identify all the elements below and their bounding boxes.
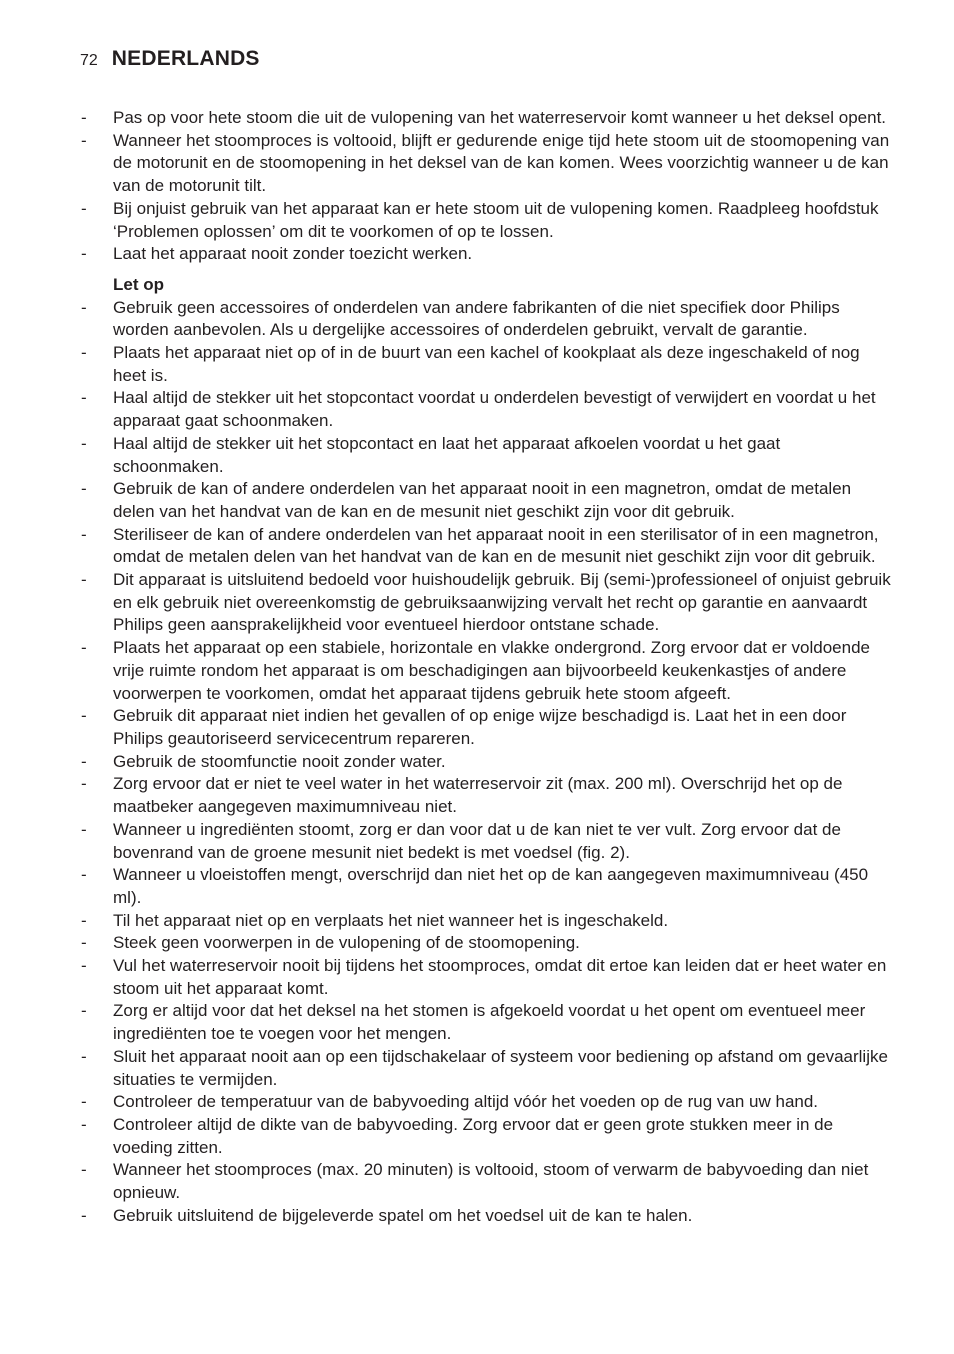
list-item xyxy=(80,637,892,705)
list-item xyxy=(80,932,892,955)
list-item-text: Wanneer u vloeistoffen mengt, overschrijd dan niet het op de kan aangegeven maximumniveau (450 ml). xyxy=(113,865,869,907)
list-dash: - xyxy=(81,343,87,363)
caution-list xyxy=(80,297,892,1228)
list-dash: - xyxy=(81,1205,87,1225)
list-dash: - xyxy=(81,297,87,317)
list-item-text: Controleer de temperatuur van de babyvoeding altijd vóór het voeden op de rug van uw hand. xyxy=(113,1092,819,1112)
list-dash: - xyxy=(81,751,87,771)
list-dash: - xyxy=(81,638,87,658)
list-item xyxy=(80,1114,892,1159)
list-item-text: Steriliseer de kan of andere onderdelen van het apparaat nooit in een sterilisator of in een magnetron, omdat de metalen delen van het handvat van de kan en de mesunit niet geschikt zijn voor dit gebruik. xyxy=(113,524,879,567)
list-item-text: Vul het waterreservoir nooit bij tijdens het stoomproces, omdat dit ertoe kan leiden dat er heet water en stoom uit het apparaat komt. xyxy=(113,956,887,998)
list-item-text: Zorg er altijd voor dat het deksel na het stomen is afgekoeld voordat u het opent om eventueel meer ingrediënten toe te voegen voor het mengen. xyxy=(113,1001,866,1044)
list-item xyxy=(80,1046,892,1091)
list-dash: - xyxy=(81,706,87,726)
list-dash: - xyxy=(81,198,87,218)
list-dash: - xyxy=(81,956,87,976)
list-item xyxy=(80,1091,892,1114)
list-item-text: Steek geen voorwerpen in de vulopening of de stoomopening. xyxy=(113,933,580,953)
list-item xyxy=(80,130,892,198)
list-item-text: Zorg ervoor dat er niet te veel water in het waterreservoir zit (max. 200 ml). Overschrijd het op de maatbeker aangegeven maximumniveau niet. xyxy=(113,774,843,817)
list-dash: - xyxy=(81,774,87,794)
list-dash: - xyxy=(81,910,87,930)
list-item xyxy=(80,107,892,130)
warnings-list xyxy=(80,107,892,266)
list-item xyxy=(80,569,892,637)
list-item xyxy=(80,751,892,774)
list-dash: - xyxy=(81,1046,87,1066)
list-item-text: Plaats het apparaat niet op of in de buurt van een kachel of kookplaat als deze ingeschakeld of nog heet is. xyxy=(113,343,860,385)
list-item xyxy=(80,524,892,569)
list-item xyxy=(80,1159,892,1204)
list-item-text: Wanneer u ingrediënten stoomt, zorg er dan voor dat u de kan niet te ver vult. Zorg ervoor dat de bovenrand van de groene mesunit niet bedekt is met voedsel (fig. 2). xyxy=(113,819,841,862)
caution-heading: Let op xyxy=(113,274,164,294)
list-item-text: Gebruik de stoomfunctie nooit zonder water. xyxy=(113,751,446,771)
list-item-text: Plaats het apparaat op een stabiele, horizontale en vlakke ondergrond. Zorg ervoor dat er voldoende vrije ruimte rondom het apparaat is om beschadigingen aan bijvoorbeeld keukenkastjes of andere voorwerpen te voorkomen, omdat het apparaat tijdens gebruik hete stoom afgeeft. xyxy=(113,638,870,703)
page-number: 72 xyxy=(80,52,98,69)
list-item-text: Gebruik dit apparaat niet indien het gevallen of op enige wijze beschadigd is. Laat het in een door Philips geautoriseerd servicecentrum repareren. xyxy=(113,706,847,748)
list-item-text: Haal altijd de stekker uit het stopcontact voordat u onderdelen bevestigt of verwijdert en voordat u het apparaat gaat schoonmaken. xyxy=(113,388,876,431)
list-item xyxy=(80,819,892,864)
list-dash: - xyxy=(81,570,87,590)
list-item xyxy=(80,243,892,266)
list-item xyxy=(80,955,892,1000)
list-item-text: Sluit het apparaat nooit aan op een tijdschakelaar of systeem voor bediening op afstand om gevaarlijke situaties te vermijden. xyxy=(113,1046,888,1089)
list-item-text: Gebruik geen accessoires of onderdelen van andere fabrikanten of die niet specifiek door Philips worden aanbevolen. Als u dergelijke accessoires of onderdelen gebruikt, vervalt de garantie. xyxy=(113,297,840,340)
list-item-text: Gebruik de kan of andere onderdelen van het apparaat nooit in een magnetron, omdat de metalen delen van het handvat van de kan en de mesunit niet geschikt zijn voor dit gebruik. xyxy=(113,479,852,521)
list-dash: - xyxy=(81,130,87,150)
list-item xyxy=(80,478,892,523)
list-item xyxy=(80,433,892,478)
list-item-text: Bij onjuist gebruik van het apparaat kan er hete stoom uit de vulopening komen. Raadpleeg hoofdstuk ‘Problemen oplossen’ om dit te voorkomen of op te lossen. xyxy=(113,198,879,241)
list-item-text: Laat het apparaat nooit zonder toezicht werken. xyxy=(113,244,473,264)
list-dash: - xyxy=(81,933,87,953)
list-item xyxy=(80,198,892,243)
list-item xyxy=(80,342,892,387)
list-dash: - xyxy=(81,388,87,408)
list-dash: - xyxy=(81,479,87,499)
list-item xyxy=(80,705,892,750)
list-item-text: Wanneer het stoomproces (max. 20 minuten) is voltooid, stoom of verwarm de babyvoeding dan niet opnieuw. xyxy=(113,1160,869,1203)
list-dash: - xyxy=(81,865,87,885)
list-dash: - xyxy=(81,819,87,839)
list-item-text: Til het apparaat niet op en verplaats het niet wanneer het is ingeschakeld. xyxy=(113,910,669,930)
page-content xyxy=(80,107,892,1227)
list-item-text: Gebruik uitsluitend de bijgeleverde spatel om het voedsel uit de kan te halen. xyxy=(113,1205,693,1225)
list-item xyxy=(80,773,892,818)
list-item xyxy=(80,864,892,909)
list-dash: - xyxy=(81,1160,87,1180)
list-dash: - xyxy=(81,244,87,264)
list-item-text: Pas op voor hete stoom die uit de vulopening van het waterreservoir komt wanneer u het deksel opent. xyxy=(113,108,887,127)
list-item xyxy=(80,1205,892,1228)
list-dash: - xyxy=(81,524,87,544)
list-dash: - xyxy=(81,1001,87,1021)
list-item xyxy=(80,297,892,342)
page-header xyxy=(80,47,260,75)
list-item-text: Dit apparaat is uitsluitend bedoeld voor huishoudelijk gebruik. Bij (semi-)professioneel of onjuist gebruik en elk gebruik niet overeenkomstig de gebruiksaanwijzing vervalt het recht op garantie en aanvaardt Philips geen aansprakelijkheid voor eventueel hierdoor ontstane schade. xyxy=(113,570,891,635)
list-item xyxy=(80,1000,892,1045)
list-dash: - xyxy=(81,108,87,127)
section-title: NEDERLANDS xyxy=(111,47,260,70)
list-item xyxy=(80,387,892,432)
list-item-text: Controleer altijd de dikte van de babyvoeding. Zorg ervoor dat er geen grote stukken meer in de voeding zitten. xyxy=(113,1114,834,1157)
list-item xyxy=(80,910,892,933)
list-dash: - xyxy=(81,1092,87,1112)
list-dash: - xyxy=(81,1114,87,1134)
list-item-text: Wanneer het stoomproces is voltooid, blijft er gedurende enige tijd hete stoom uit de stoomopening van de motorunit en de stoomopening in het deksel van de kan komen. Wees voorzichtig wanneer u de kan van de motorunit tilt. xyxy=(113,130,890,196)
list-item-text: Haal altijd de stekker uit het stopcontact en laat het apparaat afkoelen voordat u het gaat schoonmaken. xyxy=(113,433,781,476)
list-dash: - xyxy=(81,433,87,453)
